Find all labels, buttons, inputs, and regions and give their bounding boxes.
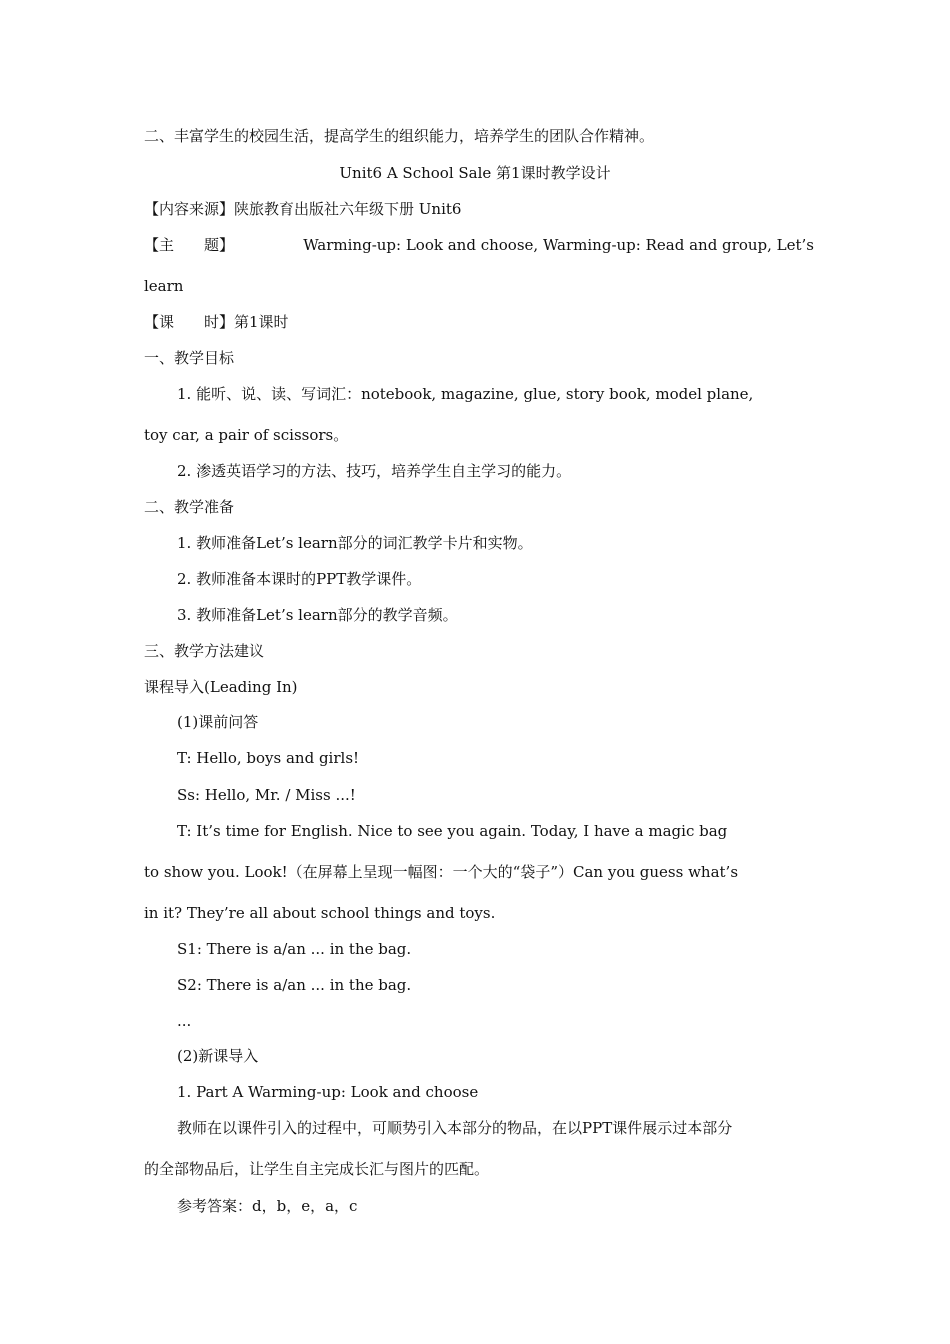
dialogue-line: S1: There is a/an ... in the bag. (177, 940, 412, 958)
reference-answer: 参考答案：d，b，e，a，c (177, 1197, 358, 1215)
dialogue-line: T: Hello, boys and girls! (177, 749, 360, 767)
step-2-heading: (2)新课导入 (177, 1047, 259, 1065)
dialogue-line: T: It’s time for English. Nice to see you again. Today, I have a magic bag (177, 822, 728, 840)
intro-line: 二、丰富学生的校园生活，提高学生的组织能力，培养学生的团队合作精神。 (144, 127, 655, 145)
topic-line-cont: learn (144, 277, 184, 295)
prep-2: 2. 教师准备本课时的PPT教学课件。 (177, 570, 422, 588)
lesson-title: Unit6 A School Sale 第1课时教学设计 (339, 164, 611, 182)
prep-1: 1. 教师准备Let’s learn部分的词汇教学卡片和实物。 (177, 534, 533, 552)
dialogue-line: Ss: Hello, Mr. / Miss ...! (177, 786, 356, 804)
instruction-paragraph: 教师在以课件引入的过程中，可顺势引入本部分的物品，在以PPT课件展示过本部分 (177, 1119, 733, 1137)
period-line: 【课 时】第1课时 (144, 313, 289, 331)
instruction-paragraph-cont: 的全部物品后，让学生自主完成长汇与图片的匹配。 (144, 1160, 490, 1178)
topic-line (144, 235, 814, 255)
dialogue-ellipsis: ... (177, 1012, 192, 1030)
goal-1-cont: toy car, a pair of scissors。 (144, 426, 349, 444)
prep-3: 3. 教师准备Let’s learn部分的教学音频。 (177, 606, 458, 624)
goal-2: 2. 渗透英语学习的方法、技巧，培养学生自主学习的能力。 (177, 462, 572, 480)
goal-1: 1. 能听、说、读、写词汇：notebook, magazine, glue, story book, model plane, (177, 385, 754, 403)
topic-text: Warming-up: Look and choose, Warming-up: Read and group, Let’s (303, 236, 814, 254)
topic-label: 【主 题】 (144, 236, 235, 254)
section-heading-prep: 二、教学准备 (144, 498, 235, 516)
leading-in-heading: 课程导入(Leading In) (144, 678, 298, 696)
content-source: 【内容来源】陕旅教育出版社六年级下册 Unit6 (144, 200, 462, 218)
dialogue-line-cont: in it? They’re all about school things and toys. (144, 904, 496, 922)
dialogue-line: S2: There is a/an ... in the bag. (177, 976, 412, 994)
part-a-heading: 1. Part A Warming-up: Look and choose (177, 1083, 479, 1101)
section-heading-methods: 三、教学方法建议 (144, 642, 265, 660)
dialogue-line-cont: to show you. Look!（在屏幕上呈现一幅图：一个大的“袋子”）Can you guess what’s (144, 863, 739, 881)
section-heading-goals: 一、教学目标 (144, 349, 235, 367)
step-1-heading: (1)课前问答 (177, 713, 259, 731)
